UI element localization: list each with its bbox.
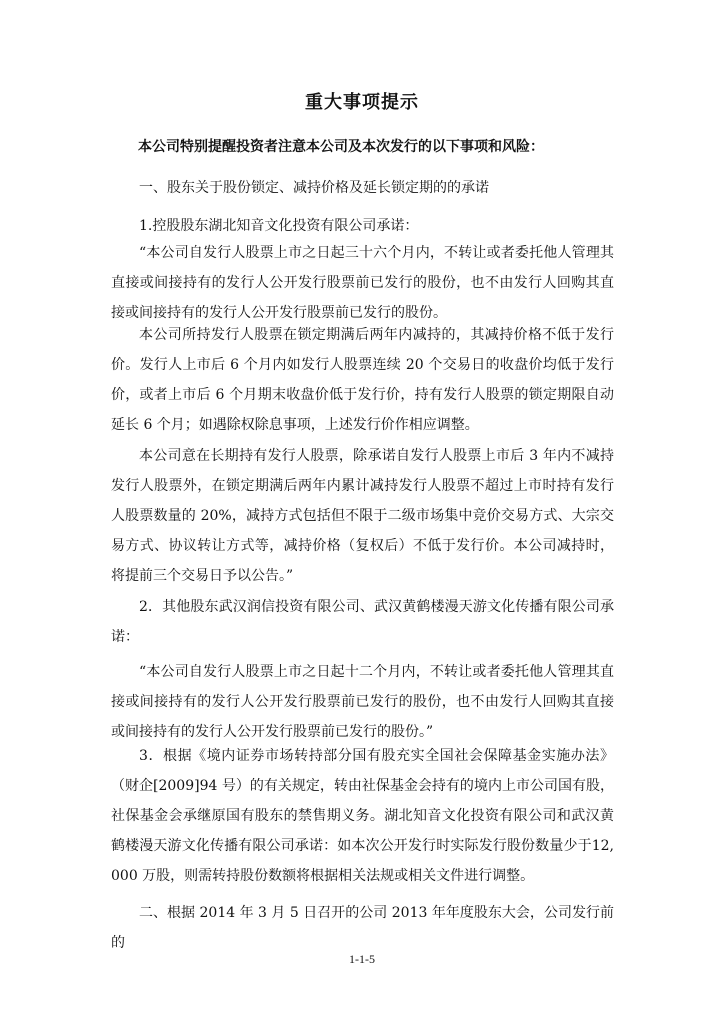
page-title: 重大事项提示 [305,92,419,113]
item-2-quote: “本公司自发行人股票上市之日起十二个月内，不转让或者委托他人管理其直接或间接持有的发行人公开发行股票前已发行的股份，也不由发行人回购其直接或间接持有的发行人公开发行股票前已发行的股份。” [111,664,614,740]
item-1-paragraph-2: 本公司所持发行人股票在锁定期满后两年内减持的，其减持价格不低于发行价。发行人上市后 6 个月内如发行人股票连续 20 个交易日的收盘价均低于发行价，或者上市后 6 个月期末收盘价低于发行价，持有发行人股票的锁定期限自动延长 6 个月；如遇除权除息事项，上述发行价作相应调整。 [111,327,614,433]
item-3-paragraph: 3．根据《境内证券市场转持部分国有股充实全国社会保障基金实施办法》（财企[2009]94 号）的有关规定，转由社保基金会持有的境内上市公司国有股，社保基金会承继原国有股东的禁售期义务。湖北知音文化投资有限公司和武汉黄鹤楼漫天游文化传播有限公司承诺：如本次公开发行时实际发行股份数量少于12,000 万股，则需转持股份数额将根据相关法规或相关文件进行调整。 [111,748,614,884]
page-number: 1-1-5 [349,952,375,966]
item-1-quote: “本公司自发行人股票上市之日起三十六个月内，不转让或者委托他人管理其直接或间接持有的发行人公开发行股票前已发行的股份，也不由发行人回购其直接或间接持有的发行人公开发行股票前已发行的股份。 [111,245,614,321]
section-heading-1: 一、股东关于股份锁定、减持价格及延长锁定期的的承诺 [139,180,489,196]
item-1-paragraph-3: 本公司意在长期持有发行人股票，除承诺自发行人股票上市后 3 年内不减持发行人股票外，在锁定期满后两年内累计减持发行人股票不超过上市时持有发行人股票数量的 20%，减持方式包括但不限于二级市场集中竞价交易方式、大宗交易方式、协议转让方式等，减持价格（复权后）不低于发行价。本公司减持时，将提前三个交易日予以公告。” [111,448,614,584]
item-1-title: 1.控股股东湖北知音文化投资有限公司承诺： [139,218,419,234]
item-2-title: 2．其他股东武汉润信投资有限公司、武汉黄鹤楼漫天游文化传播有限公司承诺： [111,599,614,645]
risk-notice: 本公司特别提醒投资者注意本公司及本次发行的以下事项和风险： [138,139,544,155]
section-heading-2: 二、根据 2014 年 3 月 5 日召开的公司 2013 年年度股东大会，公司发行前的 [111,905,614,951]
